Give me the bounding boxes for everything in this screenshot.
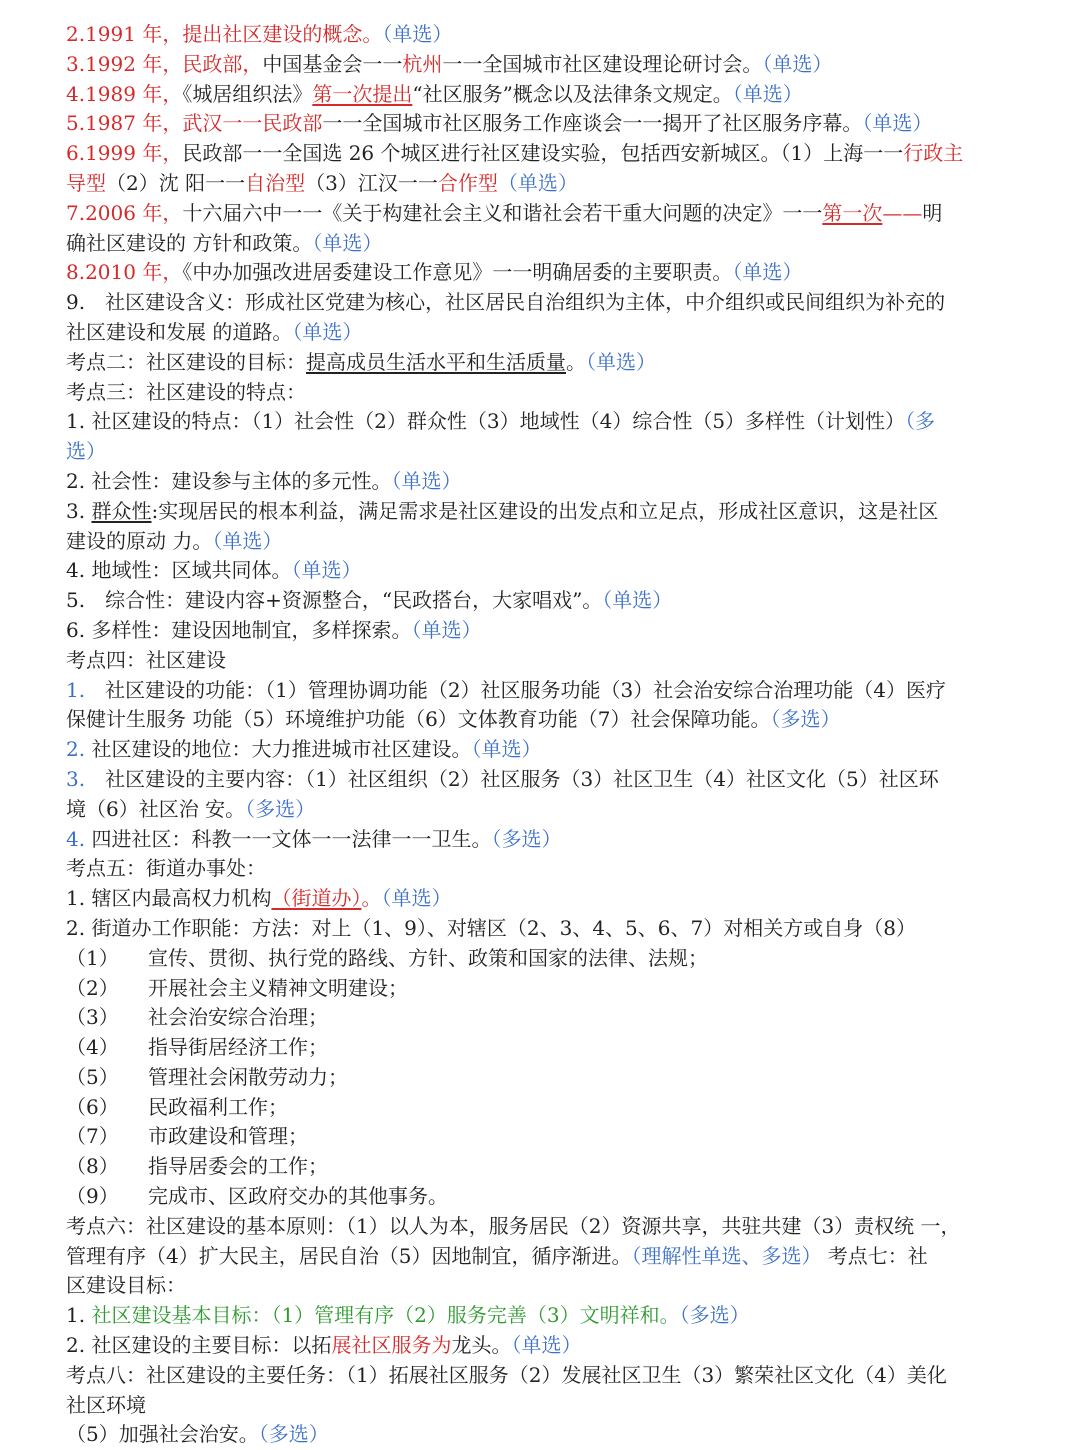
text-segment: 考点四：社区建设 xyxy=(66,647,226,672)
text-segment: （单选） xyxy=(292,319,363,344)
text-segment: （单选） xyxy=(602,588,673,613)
text-segment: 3. xyxy=(66,766,86,791)
text-segment: 市政建设和管理； xyxy=(148,1124,308,1149)
text-line xyxy=(66,80,1032,110)
text-segment: 指导街居经济工作； xyxy=(148,1035,328,1060)
text-segment: 考点八：社区建设的主要任务：（1）拓展社区服务（2）发展社区卫生（3）繁荣社区文化（4）美化 xyxy=(66,1362,947,1387)
text-segment: 考点七：社 xyxy=(821,1243,928,1268)
text-segment: （单选） xyxy=(391,468,462,493)
text-segment: 社区建设的地位：大力推进城市社区建设。 xyxy=(85,737,472,762)
text-segment: 第一次提出 xyxy=(312,81,413,106)
text-segment: 5. 综合性：建设内容+资源整合，“民政搭台，大家唱戏”。 xyxy=(66,588,603,613)
text-segment: 宣传、贯彻、执行党的路线、方针、政策和国家的法律、法规； xyxy=(148,945,708,970)
text-line xyxy=(66,258,1032,288)
text-segment: 确社区建设的 方针和政策。 xyxy=(66,230,313,255)
text-segment: 自治型 xyxy=(245,170,306,195)
text-segment: 2. xyxy=(66,737,86,762)
text-segment: 行政主 xyxy=(903,141,964,166)
text-segment: 选） xyxy=(66,439,106,464)
text-segment: （单选） xyxy=(212,528,283,553)
text-segment: 提高成员生活水平和生活质量 xyxy=(306,349,566,374)
text-segment: 《城居组织法》 xyxy=(182,81,313,106)
list-number: （7） xyxy=(66,1124,119,1149)
text-line xyxy=(66,1391,1032,1421)
text-segment: 。 xyxy=(361,886,382,911)
text-segment: 四进社区：科教一一文体一一法律一一卫生。 xyxy=(85,826,492,851)
text-line xyxy=(66,407,1032,437)
text-segment: 管理社会闲散劳动力； xyxy=(148,1064,348,1089)
text-segment: 群众性 xyxy=(91,498,152,523)
text-segment: 保健计生服务 功能（5）环境维护功能（6）文体教育功能（7）社会保障功能。 xyxy=(66,707,771,732)
text-line xyxy=(66,348,1032,378)
text-line xyxy=(66,884,1032,914)
text-segment: （单选） xyxy=(497,170,578,195)
text-line xyxy=(66,646,1032,676)
text-segment: 4. xyxy=(66,826,86,851)
text-segment: 杭州 xyxy=(402,51,443,76)
text-segment: （多选） xyxy=(770,707,841,732)
text-segment: 1. 社区建设的特点：（1）社会性（2）群众性（3）地域性（4）综合性（5）多样性（计划性） xyxy=(66,409,906,434)
text-line xyxy=(66,556,1032,586)
document-body xyxy=(66,20,1032,1450)
text-line xyxy=(66,467,1032,497)
text-segment: 5.1987 年，武汉一一民政部 xyxy=(66,111,323,136)
text-line xyxy=(66,1182,1032,1212)
text-segment: （多选） xyxy=(679,1303,750,1328)
text-segment: 。 xyxy=(566,349,586,374)
text-line xyxy=(66,1301,1032,1331)
text-segment: （单选） xyxy=(511,1333,582,1358)
text-line xyxy=(66,705,1032,735)
text-segment: 考点三：社区建设的特点： xyxy=(66,379,306,404)
text-segment: 社区建设基本目标：（1）管理有序（2）服务完善（3）文明祥和。 xyxy=(91,1303,680,1328)
text-line xyxy=(66,1212,1032,1242)
text-segment: 合作型 xyxy=(437,170,498,195)
text-segment: 4. 地域性：区域共同体。 xyxy=(66,558,292,583)
text-segment: 中国基金会一一 xyxy=(262,51,403,76)
text-line xyxy=(66,914,1032,944)
text-line xyxy=(66,378,1032,408)
text-segment: 管理有序（4）扩大民主，居民自治（5）因地制宜，循序渐进。 xyxy=(66,1243,632,1268)
text-segment: 民政部一一全国选 26 个城区进行社区建设实验，包括西安新城区。（1）上海一一 xyxy=(182,141,904,166)
text-line xyxy=(66,139,1032,169)
text-segment: 《中办加强改进居委建设工作意见》一一明确居委的主要职责。 xyxy=(182,260,733,285)
text-segment: 社区建设的主要内容：（1）社区组织（2）社区服务（3）社区卫生（4）社区文化（5）社区环 xyxy=(85,766,939,791)
text-line xyxy=(66,20,1032,50)
text-segment: （多选） xyxy=(258,1422,329,1447)
text-segment: （单选） xyxy=(586,349,656,374)
text-segment: 1. 辖区内最高权力机构 xyxy=(66,886,272,911)
text-segment: 明 xyxy=(922,200,943,225)
text-line xyxy=(66,229,1032,259)
list-number: （8） xyxy=(66,1154,119,1179)
text-segment: 3. xyxy=(66,498,92,523)
list-number: （2） xyxy=(66,975,119,1000)
text-line xyxy=(66,1122,1032,1152)
text-segment: 第一次 xyxy=(822,200,883,225)
text-line xyxy=(66,288,1032,318)
text-segment: （单选） xyxy=(381,886,452,911)
text-line xyxy=(66,854,1032,884)
text-segment: （单选） xyxy=(411,617,482,642)
text-segment: （理解性单选、多选） xyxy=(631,1243,822,1268)
text-line xyxy=(66,1271,1032,1301)
text-segment: 2.1991 年，提出社区建设的概念。 xyxy=(66,22,383,46)
text-line xyxy=(66,974,1032,1004)
text-line xyxy=(66,1420,1032,1450)
text-segment: （2）沈 阳一一 xyxy=(106,170,246,195)
text-line xyxy=(66,616,1032,646)
text-segment: 区建设目标： xyxy=(66,1273,186,1298)
text-segment: 展社区服务为 xyxy=(331,1333,452,1358)
text-segment: 社区建设和发展 的道路。 xyxy=(66,319,293,344)
text-line xyxy=(66,765,1032,795)
text-line xyxy=(66,50,1032,80)
text-segment: 2. 街道办工作职能：方法：对上（1、9）、对辖区（2、3、4、5、6、7）对相关方或自身（8） xyxy=(66,915,916,940)
text-line xyxy=(66,1033,1032,1063)
text-segment: （多 xyxy=(905,409,936,434)
text-segment: 社区建设的功能：（1）管理协调功能（2）社区服务功能（3）社会治安综合治理功能（4）医疗 xyxy=(85,677,946,702)
text-segment: 社会治安综合治理； xyxy=(148,1005,328,1030)
text-line xyxy=(66,586,1032,616)
text-segment: —— xyxy=(882,200,923,225)
text-segment: 指导居委会的工作； xyxy=(148,1154,328,1179)
text-line xyxy=(66,169,1032,199)
text-line xyxy=(66,199,1032,229)
text-segment: （街道办） xyxy=(271,886,362,911)
text-segment: 民政福利工作； xyxy=(148,1094,288,1119)
text-line xyxy=(66,109,1032,139)
text-segment: 十六届六中一一《关于构建社会主义和谐社会若干重大问题的决定》一一 xyxy=(182,200,823,225)
text-line xyxy=(66,795,1032,825)
text-segment: 一一全国城市社区服务工作座谈会一一揭开了社区服务序幕。 xyxy=(322,111,863,136)
text-line xyxy=(66,1093,1032,1123)
text-segment: 一一全国城市社区建设理论研讨会。 xyxy=(442,51,763,76)
text-segment: （单选） xyxy=(312,230,383,255)
text-segment: （5）加强社会治安。 xyxy=(66,1422,259,1447)
text-segment: 1. xyxy=(66,677,86,702)
text-segment: 龙头。 xyxy=(451,1333,512,1358)
text-segment: 导型 xyxy=(66,170,106,195)
text-segment: （单选） xyxy=(471,737,542,762)
text-segment: 开展社会主义精神文明建设； xyxy=(148,975,408,1000)
text-segment: 完成市、区政府交办的其他事务。 xyxy=(148,1184,448,1209)
text-segment: （单选） xyxy=(862,111,933,136)
text-segment: 6.1999 年， xyxy=(66,141,183,166)
text-line xyxy=(66,527,1032,557)
text-line xyxy=(66,825,1032,855)
text-segment: 6. 多样性：建设因地制宜，多样探索。 xyxy=(66,617,412,642)
list-number: （6） xyxy=(66,1094,119,1119)
text-line xyxy=(66,944,1032,974)
text-segment: （3）江汉一一 xyxy=(305,170,438,195)
text-segment: （单选） xyxy=(732,260,803,285)
text-segment: 考点六：社区建设的基本原则：（1）以人为本，服务居民（2）资源共享，共驻共建（3）责权统 一， xyxy=(66,1213,961,1238)
text-line xyxy=(66,1003,1032,1033)
text-line xyxy=(66,1152,1032,1182)
text-segment: 4.1989 年， xyxy=(66,81,183,106)
text-line xyxy=(66,1331,1032,1361)
text-segment: 社区环境 xyxy=(66,1392,146,1417)
text-segment: 1. xyxy=(66,1303,92,1328)
text-segment: 3.1992 年，民政部， xyxy=(66,51,263,76)
text-line xyxy=(66,735,1032,765)
text-segment: 境（6）社区治 安。 xyxy=(66,796,246,821)
text-segment: （多选） xyxy=(245,796,316,821)
text-segment: （单选） xyxy=(382,22,453,46)
text-segment: 8.2010 年， xyxy=(66,260,183,285)
text-segment: 2. 社会性：建设参与主体的多元性。 xyxy=(66,468,392,493)
text-segment: “社区服务”概念以及法律条文规定。 xyxy=(412,81,733,106)
text-line xyxy=(66,1063,1032,1093)
text-segment: （单选） xyxy=(732,81,803,106)
text-line xyxy=(66,497,1032,527)
text-segment: 考点五：街道办事处： xyxy=(66,856,266,881)
text-segment: 9. 社区建设含义：形成社区党建为核心，社区居民自治组织为主体，中介组织或民间组织为补充的 xyxy=(66,290,946,315)
list-number: （9） xyxy=(66,1184,119,1209)
text-segment: 7.2006 年， xyxy=(66,200,183,225)
text-line xyxy=(66,318,1032,348)
text-line xyxy=(66,1242,1032,1272)
text-line xyxy=(66,1361,1032,1391)
text-segment: 2. 社区建设的主要目标：以拓 xyxy=(66,1333,332,1358)
text-segment: （单选） xyxy=(291,558,362,583)
list-number: （3） xyxy=(66,1005,119,1030)
text-line xyxy=(66,437,1032,467)
list-number: （1） xyxy=(66,945,119,970)
list-number: （5） xyxy=(66,1064,119,1089)
text-line xyxy=(66,676,1032,706)
list-number: （4） xyxy=(66,1035,119,1060)
text-segment: （单选） xyxy=(762,51,833,76)
text-segment: 建设的原动 力。 xyxy=(66,528,213,553)
text-segment: 考点二：社区建设的目标： xyxy=(66,349,306,374)
text-segment: :实现居民的根本利益，满足需求是社区建设的出发点和立足点，形成社区意识，这是社区 xyxy=(151,498,939,523)
text-segment: （多选） xyxy=(491,826,562,851)
